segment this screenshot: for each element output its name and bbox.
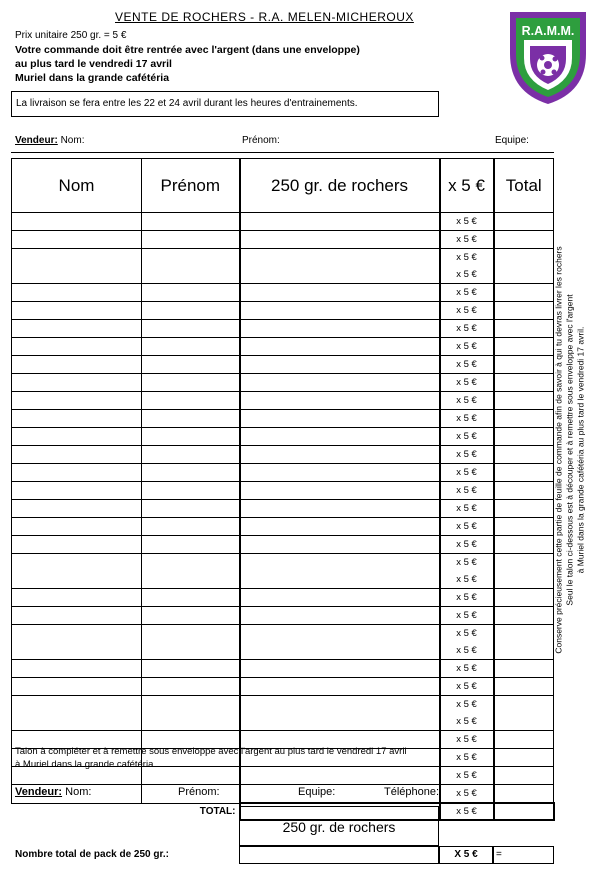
header-total: Total bbox=[494, 159, 554, 213]
cell-prenom[interactable] bbox=[142, 410, 240, 428]
cell-price bbox=[440, 678, 494, 696]
price-label: x 5 € bbox=[456, 663, 477, 674]
side-note-line-1: Conserve précieusement cette partie de feuille de commande afin de savoir à qui tu devras livrer les rochers bbox=[553, 246, 564, 654]
table-row bbox=[12, 392, 554, 410]
cell-quantity[interactable] bbox=[240, 231, 440, 249]
cell-total[interactable] bbox=[494, 249, 554, 284]
cell-nom[interactable] bbox=[12, 482, 142, 500]
cell-quantity[interactable] bbox=[240, 213, 440, 231]
cell-prenom[interactable] bbox=[142, 428, 240, 446]
price-label: x 5 € bbox=[456, 539, 477, 550]
cell-total[interactable] bbox=[494, 356, 554, 374]
cell-prenom[interactable] bbox=[142, 356, 240, 374]
table-row bbox=[12, 410, 554, 428]
table-row bbox=[12, 231, 554, 249]
cell-prenom[interactable] bbox=[142, 660, 240, 678]
cell-quantity[interactable] bbox=[240, 464, 440, 482]
table-row bbox=[12, 554, 554, 589]
cell-total[interactable] bbox=[494, 660, 554, 678]
cell-total[interactable] bbox=[494, 536, 554, 554]
price-label: x 5 € bbox=[456, 557, 477, 568]
cell-price bbox=[440, 338, 494, 356]
cell-total[interactable] bbox=[494, 320, 554, 338]
cell-quantity[interactable] bbox=[240, 589, 440, 607]
cell-price bbox=[440, 392, 494, 410]
cell-quantity[interactable] bbox=[240, 428, 440, 446]
side-note-line-3: à Muriel dans la grande cafétéria au plus tard le vendredi 17 avril. bbox=[575, 326, 586, 574]
table-row bbox=[12, 500, 554, 518]
table-row bbox=[12, 284, 554, 302]
cell-prenom[interactable] bbox=[142, 249, 240, 284]
logo-text: R.A.M.M. bbox=[521, 24, 575, 38]
cell-price bbox=[440, 249, 494, 284]
table-row bbox=[12, 213, 554, 231]
cell-price bbox=[440, 589, 494, 607]
talon-telephone-label: Téléphone: bbox=[384, 786, 440, 798]
cell-total[interactable] bbox=[494, 625, 554, 660]
cell-prenom[interactable] bbox=[142, 554, 240, 589]
cell-price bbox=[440, 482, 494, 500]
cell-quantity[interactable] bbox=[240, 500, 440, 518]
cell-total[interactable] bbox=[494, 284, 554, 302]
delivery-box bbox=[11, 91, 439, 117]
cell-quantity[interactable] bbox=[240, 518, 440, 536]
header-product: 250 gr. de rochers bbox=[240, 159, 440, 213]
cell-prenom[interactable] bbox=[142, 374, 240, 392]
cell-quantity[interactable] bbox=[240, 482, 440, 500]
cell-quantity[interactable] bbox=[240, 320, 440, 338]
cell-nom[interactable] bbox=[12, 284, 142, 302]
side-note bbox=[552, 220, 588, 680]
cell-price bbox=[440, 749, 494, 767]
cell-nom[interactable] bbox=[12, 625, 142, 660]
price-label: x 5 € bbox=[456, 216, 477, 227]
price-label: x 5 € bbox=[456, 752, 477, 763]
cell-price bbox=[440, 284, 494, 302]
cell-price bbox=[440, 767, 494, 785]
seller-label: Vendeur: bbox=[15, 135, 58, 146]
cell-prenom[interactable] bbox=[142, 500, 240, 518]
cell-total[interactable] bbox=[494, 500, 554, 518]
cell-price bbox=[440, 446, 494, 464]
cell-nom[interactable] bbox=[12, 500, 142, 518]
cell-nom[interactable] bbox=[12, 536, 142, 554]
cell-total[interactable] bbox=[494, 231, 554, 249]
price-label: x 5 € bbox=[456, 359, 477, 370]
price-label: x 5 € bbox=[456, 431, 477, 442]
price-label: x 5 € bbox=[456, 716, 477, 727]
cell-prenom[interactable] bbox=[142, 392, 240, 410]
price-label: x 5 € bbox=[456, 252, 477, 263]
total-price-label: x 5 € bbox=[440, 803, 494, 820]
talon-product-box: 250 gr. de rochers bbox=[239, 806, 439, 846]
price-label: x 5 € bbox=[456, 287, 477, 298]
price-label: x 5 € bbox=[456, 681, 477, 692]
cell-nom[interactable] bbox=[12, 231, 142, 249]
cell-nom[interactable] bbox=[12, 446, 142, 464]
total-label: TOTAL: bbox=[12, 803, 240, 820]
price-label: x 5 € bbox=[456, 645, 477, 656]
price-label: x 5 € bbox=[456, 734, 477, 745]
price-label: x 5 € bbox=[456, 413, 477, 424]
cell-prenom[interactable] bbox=[142, 464, 240, 482]
cell-price bbox=[440, 302, 494, 320]
header-price: x 5 € bbox=[440, 159, 494, 213]
price-label: x 5 € bbox=[456, 503, 477, 514]
table-row bbox=[12, 589, 554, 607]
cell-total[interactable] bbox=[494, 446, 554, 464]
talon-total-label: Nombre total de pack de 250 gr.: bbox=[15, 849, 169, 860]
cell-nom[interactable] bbox=[12, 374, 142, 392]
cell-quantity[interactable] bbox=[240, 338, 440, 356]
delivery-text: La livraison se fera entre les 22 et 24 avril durant les heures d'entrainements. bbox=[16, 98, 358, 109]
price-label: x 5 € bbox=[456, 628, 477, 639]
deadline-line-3: Muriel dans la grande cafétéria bbox=[15, 72, 170, 84]
talon-line-1: Talon à compléter et à remettre sous enveloppe avec l'argent au plus tard le vendredi 17 avril bbox=[15, 746, 407, 757]
order-table bbox=[11, 158, 555, 821]
price-label: x 5 € bbox=[456, 269, 477, 280]
talon-equals-input[interactable]: = bbox=[493, 846, 554, 864]
price-label: x 5 € bbox=[456, 592, 477, 603]
header-nom: Nom bbox=[12, 159, 142, 213]
unit-price: Prix unitaire 250 gr. = 5 € bbox=[15, 30, 127, 41]
cell-total[interactable] bbox=[494, 696, 554, 731]
cell-quantity[interactable] bbox=[240, 660, 440, 678]
cell-price bbox=[440, 464, 494, 482]
cell-quantity[interactable] bbox=[240, 446, 440, 464]
table-row bbox=[12, 660, 554, 678]
price-label: x 5 € bbox=[456, 521, 477, 532]
cell-price bbox=[440, 356, 494, 374]
price-label: x 5 € bbox=[456, 770, 477, 781]
cell-quantity[interactable] bbox=[240, 536, 440, 554]
cell-total[interactable] bbox=[494, 607, 554, 625]
price-label: x 5 € bbox=[456, 323, 477, 334]
price-label: x 5 € bbox=[456, 467, 477, 478]
cell-prenom[interactable] bbox=[142, 607, 240, 625]
table-row bbox=[12, 302, 554, 320]
cell-nom[interactable] bbox=[12, 464, 142, 482]
cell-total[interactable] bbox=[494, 678, 554, 696]
cell-nom[interactable] bbox=[12, 696, 142, 731]
table-row bbox=[12, 374, 554, 392]
cell-total[interactable] bbox=[494, 428, 554, 446]
seller-prenom-label: Prénom: bbox=[242, 135, 280, 146]
cell-prenom[interactable] bbox=[142, 678, 240, 696]
table-row bbox=[12, 678, 554, 696]
cell-price bbox=[440, 785, 494, 804]
cell-total[interactable] bbox=[494, 749, 554, 767]
cell-prenom[interactable] bbox=[142, 589, 240, 607]
cell-total[interactable] bbox=[494, 392, 554, 410]
cell-nom[interactable] bbox=[12, 320, 142, 338]
cell-price bbox=[440, 607, 494, 625]
cell-nom[interactable] bbox=[12, 428, 142, 446]
cell-nom[interactable] bbox=[12, 410, 142, 428]
deadline-line-2: au plus tard le vendredi 17 avril bbox=[15, 58, 172, 70]
page-title: VENTE DE ROCHERS - R.A. MELEN-MICHEROUX bbox=[115, 10, 414, 24]
talon-total-input[interactable] bbox=[239, 846, 439, 864]
cell-prenom[interactable] bbox=[142, 696, 240, 731]
table-row bbox=[12, 518, 554, 536]
cell-quantity[interactable] bbox=[240, 356, 440, 374]
cell-nom[interactable] bbox=[12, 678, 142, 696]
cell-price bbox=[440, 231, 494, 249]
cell-quantity[interactable] bbox=[240, 625, 440, 660]
cell-nom[interactable] bbox=[12, 554, 142, 589]
table-row bbox=[12, 320, 554, 338]
table-row bbox=[12, 696, 554, 731]
cell-prenom[interactable] bbox=[142, 231, 240, 249]
side-note-line-2: Seul le talon ci-dessous est à découper et à remettre sous enveloppe avec l'argent bbox=[564, 294, 575, 606]
cell-prenom[interactable] bbox=[142, 284, 240, 302]
cell-quantity[interactable] bbox=[240, 284, 440, 302]
talon-instructions bbox=[15, 745, 407, 771]
total-amount[interactable] bbox=[494, 803, 554, 820]
cell-total[interactable] bbox=[494, 374, 554, 392]
cell-nom[interactable] bbox=[12, 607, 142, 625]
cell-nom[interactable] bbox=[12, 660, 142, 678]
cell-price bbox=[440, 536, 494, 554]
cell-nom[interactable] bbox=[12, 392, 142, 410]
table-row bbox=[12, 249, 554, 284]
cell-total[interactable] bbox=[494, 482, 554, 500]
header-prenom: Prénom bbox=[142, 159, 240, 213]
price-label: x 5 € bbox=[456, 449, 477, 460]
cell-nom[interactable] bbox=[12, 589, 142, 607]
cell-total[interactable] bbox=[494, 410, 554, 428]
price-label: x 5 € bbox=[456, 341, 477, 352]
talon-equipe-label: Equipe: bbox=[298, 786, 336, 798]
cell-price bbox=[440, 625, 494, 660]
price-label: x 5 € bbox=[456, 395, 477, 406]
divider bbox=[11, 152, 554, 153]
cell-total[interactable] bbox=[494, 785, 554, 804]
cell-price bbox=[440, 500, 494, 518]
cell-nom[interactable] bbox=[12, 356, 142, 374]
cell-prenom[interactable] bbox=[142, 518, 240, 536]
cell-total[interactable] bbox=[494, 554, 554, 589]
table-row bbox=[12, 338, 554, 356]
price-label: x 5 € bbox=[456, 788, 477, 799]
cell-quantity[interactable] bbox=[240, 374, 440, 392]
cell-quantity[interactable] bbox=[240, 678, 440, 696]
cell-quantity[interactable] bbox=[240, 696, 440, 731]
cell-price bbox=[440, 696, 494, 731]
cell-nom[interactable] bbox=[12, 249, 142, 284]
cell-quantity[interactable] bbox=[240, 410, 440, 428]
cell-quantity[interactable] bbox=[240, 554, 440, 589]
cell-nom[interactable] bbox=[12, 213, 142, 231]
seller-row bbox=[15, 135, 84, 146]
cell-nom[interactable] bbox=[12, 518, 142, 536]
cell-prenom[interactable] bbox=[142, 482, 240, 500]
cell-prenom[interactable] bbox=[142, 338, 240, 356]
cell-price bbox=[440, 554, 494, 589]
cell-prenom[interactable] bbox=[142, 302, 240, 320]
price-label: x 5 € bbox=[456, 699, 477, 710]
cell-prenom[interactable] bbox=[142, 446, 240, 464]
talon-vendeur-row bbox=[15, 786, 91, 798]
talon-line-2: à Muriel dans la grande cafétéria bbox=[15, 759, 154, 770]
cell-total[interactable] bbox=[494, 767, 554, 785]
table-row bbox=[12, 482, 554, 500]
cell-price bbox=[440, 320, 494, 338]
cell-total[interactable] bbox=[494, 589, 554, 607]
talon-prenom-label: Prénom: bbox=[178, 786, 220, 798]
table-row bbox=[12, 356, 554, 374]
price-label: x 5 € bbox=[456, 377, 477, 388]
cell-price bbox=[440, 731, 494, 749]
cell-prenom[interactable] bbox=[142, 536, 240, 554]
price-label: x 5 € bbox=[456, 610, 477, 621]
cell-total[interactable] bbox=[494, 302, 554, 320]
cell-price bbox=[440, 518, 494, 536]
cell-price bbox=[440, 428, 494, 446]
cell-total[interactable] bbox=[494, 518, 554, 536]
seller-equipe-label: Equipe: bbox=[495, 135, 529, 146]
cell-total[interactable] bbox=[494, 213, 554, 231]
cell-quantity[interactable] bbox=[240, 392, 440, 410]
cell-price bbox=[440, 374, 494, 392]
table-row bbox=[12, 536, 554, 554]
club-logo bbox=[506, 6, 590, 106]
cell-nom[interactable] bbox=[12, 338, 142, 356]
cell-total[interactable] bbox=[494, 338, 554, 356]
cell-price bbox=[440, 410, 494, 428]
cell-prenom[interactable] bbox=[142, 320, 240, 338]
cell-total[interactable] bbox=[494, 464, 554, 482]
table-row bbox=[12, 625, 554, 660]
cell-prenom[interactable] bbox=[142, 213, 240, 231]
talon-vendeur-label: Vendeur: bbox=[15, 786, 63, 798]
price-label: x 5 € bbox=[456, 485, 477, 496]
price-label: x 5 € bbox=[456, 305, 477, 316]
cell-quantity[interactable] bbox=[240, 607, 440, 625]
talon-price: X 5 € bbox=[439, 846, 493, 864]
cell-prenom[interactable] bbox=[142, 625, 240, 660]
table-row bbox=[12, 464, 554, 482]
cell-total[interactable] bbox=[494, 731, 554, 749]
cell-quantity[interactable] bbox=[240, 249, 440, 284]
seller-nom-label: Nom: bbox=[60, 135, 85, 146]
price-label: x 5 € bbox=[456, 574, 477, 585]
cell-nom[interactable] bbox=[12, 302, 142, 320]
deadline-line-1: Votre commande doit être rentrée avec l'argent (dans une enveloppe) bbox=[15, 44, 360, 56]
cell-price bbox=[440, 213, 494, 231]
table-row bbox=[12, 607, 554, 625]
talon-nom-label: Nom: bbox=[65, 786, 92, 798]
price-label: x 5 € bbox=[456, 234, 477, 245]
table-row bbox=[12, 428, 554, 446]
cell-price bbox=[440, 660, 494, 678]
cell-quantity[interactable] bbox=[240, 302, 440, 320]
table-row bbox=[12, 785, 554, 804]
table-row bbox=[12, 446, 554, 464]
